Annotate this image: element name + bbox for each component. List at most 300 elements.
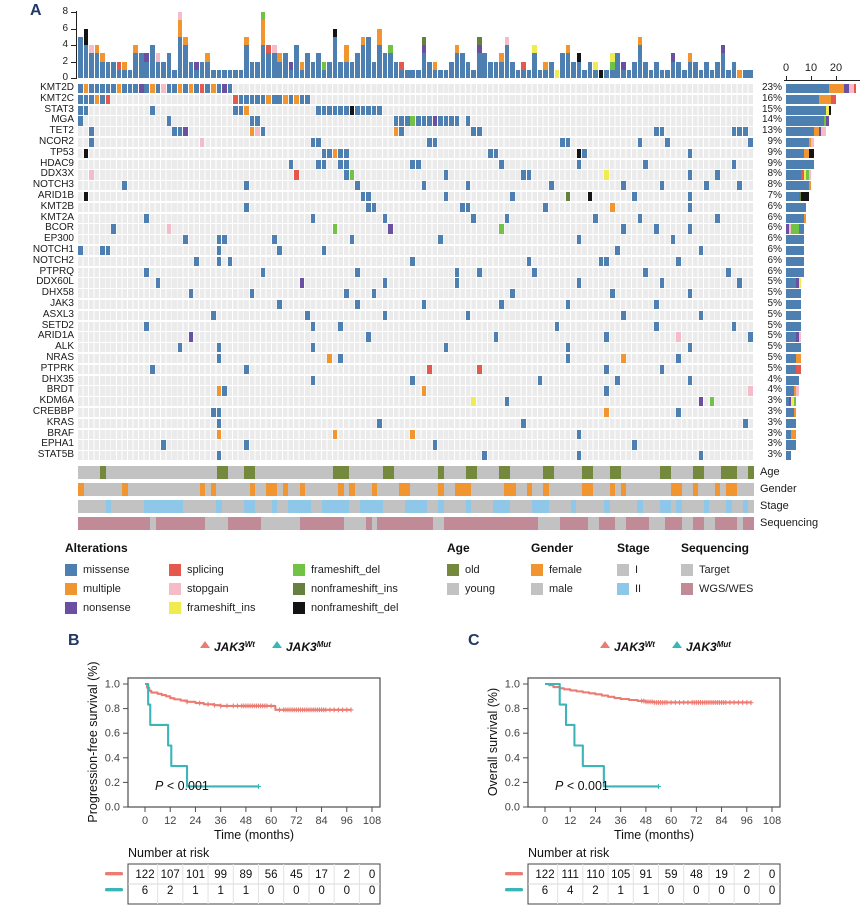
risk-count: 0 <box>667 885 675 897</box>
oncoprint-cell <box>217 419 222 428</box>
top-bar-segment <box>499 62 504 79</box>
oncoprint-cell <box>604 257 609 266</box>
right-axis-line <box>784 80 860 81</box>
gene-percent-label: 13% <box>761 125 782 137</box>
legend-item <box>65 560 169 579</box>
oncoprint-cell <box>305 311 310 320</box>
oncoprint-cell <box>277 95 282 104</box>
right-bar-segment <box>786 203 806 212</box>
oncoprint-row-background <box>78 419 754 428</box>
top-bar-segment <box>627 70 632 78</box>
right-bar-segment <box>786 332 796 341</box>
oncoprint-cell <box>189 332 194 341</box>
oncoprint-cell <box>566 192 571 201</box>
oncoprint-cell <box>100 84 105 93</box>
top-bar-segment <box>144 53 149 61</box>
oncoprint-cell <box>250 116 255 125</box>
track-segment <box>360 500 382 513</box>
oncoprint-cell <box>654 300 659 309</box>
oncoprint-cell <box>688 203 693 212</box>
oncoprint-cell <box>183 127 188 136</box>
oncoprint-row-background <box>78 451 754 460</box>
oncoprint-cell <box>660 127 665 136</box>
right-bar-segment <box>819 95 832 104</box>
oncoprint-cell <box>604 408 609 417</box>
top-bar-segment <box>505 37 510 45</box>
top-bar-segment <box>566 45 571 53</box>
top-bar-segment <box>122 62 127 70</box>
oncoprint-cell <box>383 278 388 287</box>
oncoprint-row-background <box>78 149 754 158</box>
oncoprint-cell <box>100 95 105 104</box>
oncoprint-cell <box>178 127 183 136</box>
right-bar-segment <box>786 365 796 374</box>
oncoprint-cell <box>588 192 593 201</box>
oncoprint-cell <box>643 268 648 277</box>
oncoprint-cell <box>699 246 704 255</box>
risk-count: 111 <box>561 869 579 881</box>
top-bar-segment <box>654 62 659 79</box>
oncoprint-cell <box>527 257 532 266</box>
top-bar-segment <box>704 62 709 79</box>
top-bar-segment <box>377 29 382 46</box>
track-segment <box>660 466 671 479</box>
legend-item <box>447 579 495 598</box>
top-bar-segment <box>250 62 255 79</box>
legend-item-label: frameshift_ins <box>187 601 256 614</box>
oncoprint-row-background <box>78 203 754 212</box>
y-tick-label: 0.6 <box>104 727 120 740</box>
gene-label: EP300 <box>43 233 74 245</box>
right-bar-segment <box>854 84 857 93</box>
oncoprint-cell <box>217 84 222 93</box>
top-bar-segment <box>133 45 138 53</box>
legend-group-title: Sequencing <box>681 541 750 555</box>
os-km-panel <box>455 632 855 924</box>
oncoprint-cell <box>477 365 482 374</box>
gene-label: ALK <box>55 341 74 353</box>
top-bar-segment <box>688 62 693 79</box>
track-segment <box>737 466 748 479</box>
track-segment <box>261 517 300 530</box>
track-segment <box>510 500 532 513</box>
oncoprint-cell <box>211 84 216 93</box>
oncoprint-cell <box>715 170 720 179</box>
top-bar-segment <box>200 62 205 79</box>
oncoprint-cell <box>599 257 604 266</box>
gene-percent-label: 3% <box>767 427 782 439</box>
oncoprint-cell <box>355 300 360 309</box>
oncoprint-cell <box>322 160 327 169</box>
oncoprint-cell <box>84 84 89 93</box>
top-bar-segment <box>78 37 83 78</box>
oncoprint-cell <box>737 181 742 190</box>
top-bar-segment <box>89 53 94 78</box>
track-segment <box>504 483 515 496</box>
oncoprint-cell <box>665 138 670 147</box>
legend-swatch <box>65 602 77 614</box>
legend-swatch <box>681 564 693 576</box>
oncoprint-cell <box>372 289 377 298</box>
oncoprint-cell <box>78 246 83 255</box>
legend-group-title: Stage <box>617 541 650 555</box>
top-bar-segment <box>665 70 670 78</box>
track-segment <box>78 466 100 479</box>
legend-item-label: WGS/WES <box>699 582 754 595</box>
oncoprint-row-background <box>78 268 754 277</box>
oncoprint-cell <box>499 300 504 309</box>
legend-item <box>169 579 293 598</box>
risk-count: 0 <box>768 885 776 897</box>
gene-label: KMT2B <box>40 200 74 212</box>
top-bar-segment <box>333 29 338 37</box>
oncoprint-cell <box>311 138 316 147</box>
oncoprint-cell <box>521 419 526 428</box>
top-bar-segment <box>150 45 155 78</box>
oncoprint-cell <box>228 257 233 266</box>
y-tick-label: 0.4 <box>504 752 520 765</box>
top-bar-segment <box>189 62 194 79</box>
legend-item <box>617 579 641 598</box>
x-tick-label: 24 <box>189 815 202 827</box>
gene-label: PTPRK <box>40 362 74 374</box>
oncoprint-cell <box>638 214 643 223</box>
oncoprint-cell <box>350 235 355 244</box>
top-bar-segment <box>294 45 299 78</box>
x-tick-label: 12 <box>164 815 177 827</box>
oncoprint-cell <box>521 170 526 179</box>
top-bar-segment <box>737 70 742 78</box>
oncoprint-cell <box>111 84 116 93</box>
oncoprint-cell <box>305 95 310 104</box>
y-tick-label: 0.0 <box>504 801 520 814</box>
track-segment <box>610 500 638 513</box>
top-bar-segment <box>100 53 105 61</box>
oncoprint-cell <box>277 246 282 255</box>
gene-percent-label: 6% <box>767 233 782 245</box>
oncoprint-cell <box>538 376 543 385</box>
track-segment <box>377 483 399 496</box>
top-bar-segment <box>610 53 615 61</box>
oncoprint-cell <box>499 224 504 233</box>
oncoprint-cell <box>355 106 360 115</box>
oncoprint-cell <box>688 192 693 201</box>
right-bar-segment <box>811 138 814 147</box>
track-segment <box>554 466 582 479</box>
top-bar-segment <box>372 62 377 79</box>
right-bar-segment <box>786 149 804 158</box>
top-bar-segment <box>84 45 89 78</box>
top-bar-segment <box>516 70 521 78</box>
track-segment <box>216 483 249 496</box>
right-axis-tick-label: 10 <box>804 62 818 74</box>
right-axis-tick-label: 0 <box>782 62 790 74</box>
oncoprint-cell <box>433 116 438 125</box>
legend-group-items <box>681 560 753 598</box>
legend-group-items <box>65 560 469 617</box>
legend-series-label: $JAK3^{Mut}$ <box>686 640 731 654</box>
right-bar-segment <box>786 451 791 460</box>
top-bar-segment <box>266 53 271 78</box>
x-tick-label: 24 <box>589 815 602 827</box>
right-bar-segment <box>786 343 801 352</box>
track-segment <box>427 500 438 513</box>
track-segment <box>704 517 715 530</box>
top-bar-segment <box>710 70 715 78</box>
risk-table-title: Number at risk <box>128 846 210 860</box>
track-segment <box>288 500 310 513</box>
top-bar-segment <box>593 70 598 78</box>
oncoprint-cell <box>621 181 626 190</box>
oncoprint-cell <box>676 332 681 341</box>
track-segment <box>610 466 621 479</box>
track-segment <box>355 483 372 496</box>
track-segment <box>106 466 217 479</box>
right-axis-tick-label: 20 <box>829 62 843 74</box>
oncoprint-cell <box>660 365 665 374</box>
panel-a-label: A <box>30 2 42 19</box>
oncoprint-cell <box>361 106 366 115</box>
oncoprint-cell <box>643 160 648 169</box>
gene-percent-label: 5% <box>767 341 782 353</box>
gene-label: TET2 <box>49 125 74 137</box>
top-bar-segment <box>272 53 277 78</box>
oncoprint-cell <box>205 84 210 93</box>
oncoprint-cell <box>344 160 349 169</box>
top-bar-segment <box>205 62 210 79</box>
oncoprint-cell <box>671 235 676 244</box>
oncoprint-cell <box>604 170 609 179</box>
legend-item <box>293 598 469 617</box>
top-axis-tick <box>71 29 76 30</box>
oncoprint-cell <box>577 430 582 439</box>
p-value-label: P < 0.001 <box>555 779 609 793</box>
oncoprint-cell <box>183 235 188 244</box>
right-bar-segment <box>829 84 844 93</box>
oncoprint-cell <box>482 451 487 460</box>
annotation-track-age <box>78 466 754 479</box>
risk-count: 1 <box>642 885 650 897</box>
oncoprint-row-background <box>78 181 754 190</box>
oncoprint-cell <box>688 289 693 298</box>
oncoprint-cell <box>250 95 255 104</box>
y-tick-label: 0.2 <box>504 776 520 789</box>
oncoprint-cell <box>388 224 393 233</box>
oncoprint-cell <box>715 214 720 223</box>
track-segment <box>698 483 715 496</box>
oncoprint-cell <box>217 451 222 460</box>
oncoprint-cell <box>277 300 282 309</box>
oncoprint-cell <box>433 440 438 449</box>
top-bar-segment <box>549 62 554 79</box>
top-bar-segment <box>311 62 316 79</box>
top-bar-segment <box>261 12 266 20</box>
top-bar-segment <box>277 53 282 61</box>
risk-count: 1 <box>192 885 199 897</box>
oncoprint-cell <box>322 149 327 158</box>
top-bar-segment <box>577 62 582 79</box>
track-segment <box>732 500 743 513</box>
oncoprint-cell <box>699 397 704 406</box>
oncoprint-cell <box>338 322 343 331</box>
p-value-label: P < 0.001 <box>155 779 209 793</box>
gene-label: PTPRQ <box>39 265 74 277</box>
oncoprint-row-background <box>78 170 754 179</box>
oncoprint-cell <box>338 354 343 363</box>
top-bar-segment <box>699 70 704 78</box>
oncoprint-cell <box>311 322 316 331</box>
legend-swatch <box>65 583 77 595</box>
right-bar-segment <box>796 354 801 363</box>
top-bar-segment <box>477 53 482 78</box>
oncoprint-cell <box>217 408 222 417</box>
oncoprint-cell <box>372 106 377 115</box>
right-bar-segment <box>799 224 804 233</box>
top-bar-segment <box>289 62 294 70</box>
legend-group-title: Alterations <box>65 541 128 555</box>
gene-label: KMT2D <box>40 82 74 93</box>
top-bar-segment <box>449 62 454 79</box>
track-segment <box>471 483 504 496</box>
top-bar-segment <box>167 53 172 78</box>
oncoprint-cell <box>250 127 255 136</box>
right-bar-segment <box>786 376 799 385</box>
oncoprint-cell <box>327 149 332 158</box>
right-bar-segment <box>786 419 796 428</box>
right-bar-segment <box>786 235 804 244</box>
oncoprint-row-background <box>78 311 754 320</box>
gene-label: BCOR <box>45 222 74 234</box>
gene-label: KMT2C <box>40 92 74 104</box>
oncoprint-cell <box>377 419 382 428</box>
oncoprint-row-background <box>78 235 754 244</box>
legend-item-label: old <box>465 563 480 576</box>
oncoprint-cell <box>311 214 316 223</box>
risk-count: 122 <box>135 869 155 881</box>
track-segment <box>383 500 405 513</box>
oncoprint-cell <box>743 419 748 428</box>
right-bar-segment <box>794 397 797 406</box>
top-bar-segment <box>566 53 571 78</box>
top-bar-segment <box>466 62 471 79</box>
track-segment <box>660 500 671 513</box>
top-bar-segment <box>621 62 626 70</box>
oncoprint-cell <box>394 127 399 136</box>
top-bar-segment <box>300 62 305 70</box>
oncoprint-cell <box>344 149 349 158</box>
top-bar-segment <box>721 53 726 78</box>
top-bar-segment <box>582 70 587 78</box>
gene-percent-label: 3% <box>767 449 782 461</box>
top-bar-segment <box>427 62 432 79</box>
oncoprint-cell <box>106 246 111 255</box>
top-bar-segment <box>300 70 305 78</box>
legend-item-label: male <box>549 582 573 595</box>
legend-series-label: $JAK3^{Wt}$ <box>614 640 655 654</box>
risk-count: 0 <box>693 885 700 897</box>
top-bar-segment <box>361 37 366 45</box>
y-axis-title: Overall survival (%) <box>486 687 500 797</box>
top-bar-segment <box>89 45 94 53</box>
top-axis-tick-label: 4 <box>62 39 68 50</box>
oncoprint-cell <box>261 268 266 277</box>
oncoprint-cell <box>217 430 222 439</box>
legend-swatch <box>293 602 305 614</box>
legend-item <box>681 579 753 598</box>
track-segment <box>349 466 382 479</box>
oncoprint-cell <box>466 116 471 125</box>
oncoprint-cell <box>621 311 626 320</box>
oncoprint-cell <box>322 106 327 115</box>
right-bar-segment <box>796 365 801 374</box>
oncoprint-cell <box>222 386 227 395</box>
top-bar-segment <box>305 53 310 78</box>
legend-item-label: young <box>465 582 495 595</box>
track-segment <box>626 483 670 496</box>
oncoprint-cell <box>660 278 665 287</box>
oncoprint-cell <box>106 95 111 104</box>
oncoprint-cell <box>488 149 493 158</box>
oncoprint-cell <box>89 138 94 147</box>
gene-percent-label: 9% <box>767 136 782 147</box>
track-segment <box>288 483 299 496</box>
legend-item-label: multiple <box>83 582 121 595</box>
right-bar-segment <box>786 289 801 298</box>
right-bar-segment <box>786 214 804 223</box>
oncoprint-cell <box>471 127 476 136</box>
oncoprint-cell <box>377 106 382 115</box>
track-segment <box>621 466 660 479</box>
x-tick-label: 72 <box>690 815 703 827</box>
oncoprint-cell <box>615 376 620 385</box>
oncoprint-cell <box>338 106 343 115</box>
gene-percent-label: 16% <box>761 92 782 104</box>
risk-row-marker-mut <box>505 888 523 891</box>
top-bar-segment <box>100 62 105 79</box>
oncoprint-cell <box>89 84 94 93</box>
top-bar-segment <box>660 70 665 78</box>
oncoprint-row-background <box>78 354 754 363</box>
top-bar-segment <box>571 62 576 79</box>
top-bar-segment <box>84 29 89 46</box>
oncoprint-cell <box>244 365 249 374</box>
top-bar-segment <box>615 53 620 78</box>
legend-item <box>293 560 469 579</box>
oncoprint-cell <box>410 116 415 125</box>
risk-count: 105 <box>611 869 631 881</box>
track-segment <box>477 466 499 479</box>
right-bar-segment <box>786 322 801 331</box>
oncoprint-cell <box>427 138 432 147</box>
track-segment <box>444 500 466 513</box>
risk-row-marker-wt <box>105 872 123 875</box>
gene-label: SETD2 <box>41 319 74 331</box>
y-tick-label: 1.0 <box>504 678 520 691</box>
y-tick-label: 0.8 <box>504 703 520 716</box>
oncoprint-cell <box>510 289 515 298</box>
top-bar-segment <box>688 53 693 61</box>
track-segment <box>311 500 322 513</box>
top-bar-segment <box>156 62 161 79</box>
oncoprint-cell <box>350 106 355 115</box>
oncoprint-cell <box>732 127 737 136</box>
right-bar-segment <box>796 386 799 395</box>
top-bar-segment <box>172 70 177 78</box>
top-bar-segment <box>344 62 349 79</box>
top-bar-segment <box>560 53 565 78</box>
oncoprint-cell <box>405 116 410 125</box>
risk-count: 1 <box>242 885 250 897</box>
